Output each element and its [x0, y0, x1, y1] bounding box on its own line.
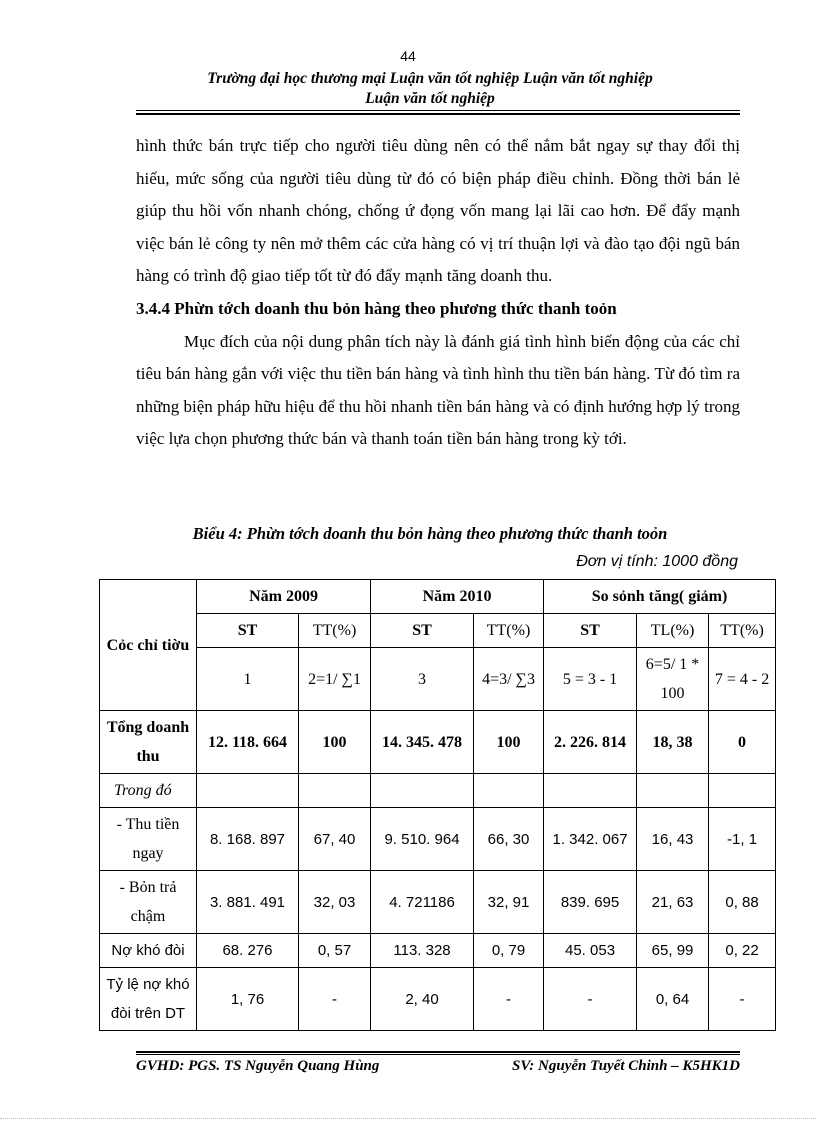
table-cell: 0 — [709, 711, 776, 774]
footer-supervisor: GVHD: PGS. TS Nguyễn Quang Hùng — [136, 1058, 380, 1074]
table-cell: 9. 510. 964 — [371, 808, 474, 871]
index-cell: 3 — [371, 648, 474, 711]
table-cell: 100 — [299, 711, 371, 774]
table-cell: - — [474, 968, 544, 1031]
table-cell — [197, 774, 299, 808]
table-header-row — [100, 580, 776, 614]
table-cell: -1, 1 — [709, 808, 776, 871]
table-row — [100, 871, 776, 934]
table-cell: 0, 57 — [299, 934, 371, 968]
table-cell: 18, 38 — [637, 711, 709, 774]
table-cell: 32, 03 — [299, 871, 371, 934]
row-label: Tỷ lệ nợ khó đòi trên DT — [100, 968, 197, 1031]
table-cell: 68. 276 — [197, 934, 299, 968]
table-cell: 4. 721186 — [371, 871, 474, 934]
page-number: 44 — [400, 48, 416, 64]
table-cell: 2, 40 — [371, 968, 474, 1031]
year-2009-header: Năm 2009 — [197, 580, 371, 614]
header-rule-thick — [136, 113, 740, 115]
table-row — [100, 774, 776, 808]
footer-rule — [136, 1054, 740, 1055]
table-cell: 67, 40 — [299, 808, 371, 871]
page-edge-divider — [0, 1118, 816, 1119]
index-cell: 7 = 4 - 2 — [709, 648, 776, 711]
row-label: Trong đó — [100, 774, 197, 808]
table-cell — [637, 774, 709, 808]
table-cell: 45. 053 — [544, 934, 637, 968]
st-header: ST — [544, 614, 637, 648]
footer-rule-thick — [136, 1051, 740, 1053]
footer-student: SV: Nguyễn Tuyết Chinh – K5HK1D — [512, 1058, 740, 1074]
table-cell: 0, 64 — [637, 968, 709, 1031]
table-cell: - — [709, 968, 776, 1031]
index-cell: 6=5/ 1 * 100 — [637, 648, 709, 711]
table-cell: 0, 79 — [474, 934, 544, 968]
index-cell: 5 = 3 - 1 — [544, 648, 637, 711]
table-cell: 839. 695 — [544, 871, 637, 934]
row-label: - Bỏn trả chậm — [100, 871, 197, 934]
row-label: Nợ khó đòi — [100, 934, 197, 968]
table-cell — [474, 774, 544, 808]
table-row — [100, 808, 776, 871]
table-cell: 21, 63 — [637, 871, 709, 934]
table-cell: 1. 342. 067 — [544, 808, 637, 871]
table-cell: 100 — [474, 711, 544, 774]
table-cell: 65, 99 — [637, 934, 709, 968]
st-header: ST — [197, 614, 299, 648]
table-cell — [371, 774, 474, 808]
row-label: - Thu tiền ngay — [100, 808, 197, 871]
table-cell — [544, 774, 637, 808]
table-cell: 12. 118. 664 — [197, 711, 299, 774]
table-cell: 66, 30 — [474, 808, 544, 871]
compare-header: So sỏnh tăng( giảm) — [544, 580, 776, 614]
table-cell: 16, 43 — [637, 808, 709, 871]
body-text — [136, 130, 740, 456]
table-row — [100, 711, 776, 774]
header-rule — [136, 110, 740, 111]
table-cell: 8. 168. 897 — [197, 808, 299, 871]
table-cell: - — [544, 968, 637, 1031]
table-cell: 0, 22 — [709, 934, 776, 968]
row-label: Tổng doanh thu — [100, 711, 197, 774]
index-cell: 2=1/ ∑1 — [299, 648, 371, 711]
table-row — [100, 968, 776, 1031]
revenue-table — [99, 579, 776, 1031]
year-2010-header: Năm 2010 — [371, 580, 544, 614]
st-header: ST — [371, 614, 474, 648]
table-subheader-row — [100, 614, 776, 648]
unit-label: Đơn vị tính: 1000 đồng — [576, 553, 738, 570]
index-cell: 1 — [197, 648, 299, 711]
table-row — [100, 934, 776, 968]
table-cell — [299, 774, 371, 808]
table-cell: - — [299, 968, 371, 1031]
table-cell: 0, 88 — [709, 871, 776, 934]
index-cell: 4=3/ ∑3 — [474, 648, 544, 711]
table-cell: 113. 328 — [371, 934, 474, 968]
criteria-header: Cỏc chỉ tiờu — [100, 580, 197, 711]
table-cell — [709, 774, 776, 808]
table-caption: Biểu 4: Phừn tớch doanh thu bỏn hàng theo phương thức thanh toỏn — [192, 524, 668, 543]
tl-header: TL(%) — [637, 614, 709, 648]
table-cell: 3. 881. 491 — [197, 871, 299, 934]
section-heading: 3.4.4 Phừn tớch doanh thu bỏn hàng theo phương thức thanh toỏn — [136, 298, 617, 318]
header-line-1: Trường đại học thương mại Luận văn tốt nghiệp Luận văn tốt nghiệp — [207, 70, 653, 87]
table-cell: 1, 76 — [197, 968, 299, 1031]
tt-header: TT(%) — [709, 614, 776, 648]
paragraph-2: Mục đích của nội dung phân tích này là đánh giá tình hình biến động của các chỉ tiêu bán hàng gắn với việc thu tiền bán hàng và tình hình thu tiền bán hàng. Từ đó tìm ra những biện pháp hữu hiệu để thu hồi nhanh tiền bán hàng và có định hướng hợp lý trong việc lựa chọn phương thức bán và thanh toán tiền bán hàng trong kỳ tới. — [136, 331, 740, 449]
index-row — [100, 648, 776, 711]
header-line-2: Luận văn tốt nghiệp — [365, 90, 495, 107]
table-cell: 32, 91 — [474, 871, 544, 934]
table-cell: 2. 226. 814 — [544, 711, 637, 774]
tt-header: TT(%) — [299, 614, 371, 648]
paragraph-1: hình thức bán trực tiếp cho người tiêu dùng nên có thể nắm bắt ngay sự thay đổi thị hiếu, mức sống của người tiêu dùng từ đó có biện pháp điều chỉnh. Đồng thời bán lẻ giúp thu hồi vốn nhanh chóng, chống ứ đọng vốn mang lại lãi cao hơn. Để đẩy mạnh việc bán lẻ công ty nên mở thêm các cửa hàng có vị trí thuận lợi và đào tạo đội ngũ bán hàng có trình độ giao tiếp tốt từ đó đẩy mạnh tăng doanh thu. — [136, 136, 740, 286]
table-cell: 14. 345. 478 — [371, 711, 474, 774]
tt-header: TT(%) — [474, 614, 544, 648]
